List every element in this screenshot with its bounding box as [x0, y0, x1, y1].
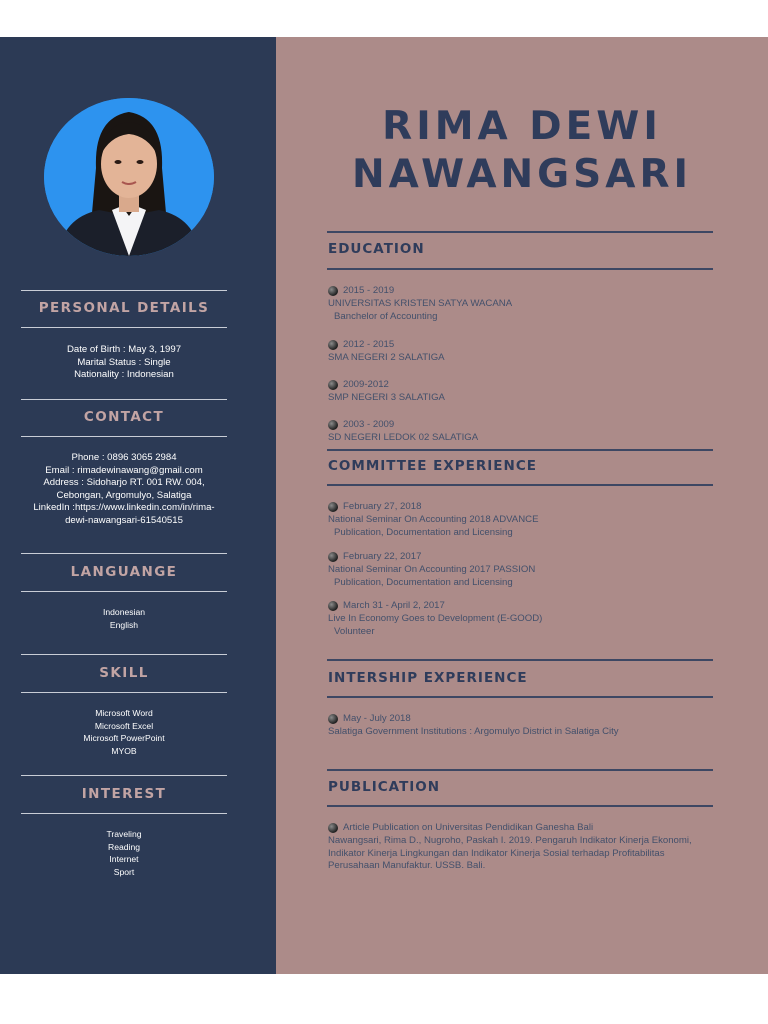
skill-item: MYOB [111, 745, 137, 756]
resume-page [0, 37, 768, 974]
skill-item: Microsoft PowerPoint [83, 733, 165, 744]
committee-date: February 22, 2017 [343, 551, 422, 562]
divider [21, 553, 227, 554]
language-list [14, 606, 234, 631]
education-date: 2003 - 2009 [343, 419, 395, 430]
divider [21, 775, 227, 776]
committee-heading: COMMITTEE EXPERIENCE [328, 458, 537, 474]
marital-status: Marital Status : Single [77, 356, 171, 368]
committee-event: National Seminar On Accounting 2018 ADVANCE [328, 514, 539, 526]
divider [21, 692, 227, 693]
profile-photo [44, 98, 214, 256]
divider [327, 805, 713, 807]
contact-heading: CONTACT [83, 409, 165, 425]
education-degree: Banchelor of Accounting [334, 311, 438, 323]
bullet-icon [328, 823, 338, 833]
bullet-icon [328, 601, 338, 611]
address-line-2: Cebongan, Argomulyo, Salatiga [56, 489, 192, 501]
publication-heading: PUBLICATION [328, 779, 441, 795]
divider [327, 484, 713, 486]
divider [21, 654, 227, 655]
education-school: SD NEGERI LEDOK 02 SALATIGA [328, 432, 479, 444]
nationality: Nationality : Indonesian [74, 369, 174, 381]
committee-event: National Seminar On Accounting 2017 PASSION [328, 564, 536, 576]
bullet-icon [328, 286, 338, 296]
education-school: SMA NEGERI 2 SALATIGA [328, 352, 445, 364]
education-item [328, 418, 708, 444]
email: Email : rimadewinawang@gmail.com [45, 464, 203, 476]
divider [21, 436, 227, 437]
publication-citation: Nawangsari, Rima D., Nugroho, Paskah I. 2019. Pengaruh Indikator Kinerja Ekonomi, Indikator Kinerja Lingkungan dan Indikator Kinerja Sosial terhadap Profitabilitas Perusahaan Manufaktur. USSB. Bali. [328, 834, 692, 872]
divider [21, 813, 227, 814]
publication-title: Article Publication on Universitas Pendidikan Ganesha Bali [343, 822, 594, 833]
interest-item: Sport [113, 866, 135, 877]
interest-item: Traveling [106, 829, 142, 839]
bullet-icon [328, 420, 338, 430]
skill-item: Microsoft Excel [94, 720, 154, 731]
bullet-icon [328, 552, 338, 562]
bullet-icon [328, 714, 338, 724]
language-item: English [109, 619, 139, 630]
skill-list [14, 707, 234, 757]
internship-item [328, 712, 708, 738]
bullet-icon [328, 340, 338, 350]
linkedin-line-1: LinkedIn :https://www.linkedin.com/in/rima- [33, 502, 215, 514]
divider [21, 327, 227, 328]
personal-details-text [14, 344, 234, 382]
name-line-1: RIMA DEWI [382, 104, 662, 149]
name-line-2: NAWANGSARI [352, 152, 692, 197]
education-date: 2012 - 2015 [343, 339, 395, 350]
education-school: SMP NEGERI 3 SALATIGA [328, 392, 445, 404]
education-heading: EDUCATION [328, 241, 425, 257]
language-heading: LANGUANGE [70, 564, 178, 580]
language-item: Indonesian [102, 607, 146, 617]
education-item [328, 284, 708, 324]
committee-item [328, 599, 708, 639]
education-item [328, 378, 708, 404]
education-date: 2009-2012 [343, 379, 389, 390]
skill-heading: SKILL [99, 665, 149, 681]
address-line-1: Address : Sidoharjo RT. 001 RW. 004, [43, 477, 205, 489]
divider [327, 659, 713, 661]
phone: Phone : 0896 3065 2984 [71, 452, 177, 463]
committee-role: Publication, Documentation and Licensing [334, 577, 513, 589]
divider [327, 231, 713, 233]
internship-heading: INTERSHIP EXPERIENCE [328, 670, 528, 686]
linkedin-line-2: dewi-nawangsari-61540515 [65, 514, 183, 526]
publication-item [328, 822, 704, 873]
education-school: UNIVERSITAS KRISTEN SATYA WACANA [328, 298, 513, 310]
committee-event: Live In Economy Goes to Development (E-GOOD) [328, 613, 543, 625]
divider [327, 696, 713, 698]
bullet-icon [328, 502, 338, 512]
divider [21, 290, 227, 291]
committee-item [328, 500, 708, 540]
bullet-icon [328, 380, 338, 390]
divider [327, 769, 713, 771]
divider [327, 449, 713, 451]
date-of-birth: Date of Birth : May 3, 1997 [66, 344, 182, 355]
interest-item: Internet [109, 854, 139, 865]
committee-date: March 31 - April 2, 2017 [343, 600, 445, 611]
contact-text [14, 452, 234, 528]
personal-details-heading: PERSONAL DETAILS [38, 300, 210, 316]
main-content [276, 37, 768, 974]
divider [21, 399, 227, 400]
skill-item: Microsoft Word [95, 708, 153, 718]
education-date: 2015 - 2019 [343, 285, 395, 296]
interest-item: Reading [107, 841, 140, 852]
divider [21, 591, 227, 592]
committee-item [328, 550, 708, 590]
sidebar [0, 37, 276, 974]
internship-date: May - July 2018 [343, 713, 411, 724]
interest-heading: INTEREST [81, 786, 167, 802]
divider [327, 268, 713, 270]
committee-role: Publication, Documentation and Licensing [334, 527, 513, 539]
committee-date: February 27, 2018 [343, 501, 422, 512]
interest-list [14, 828, 234, 878]
committee-role: Volunteer [334, 626, 375, 638]
internship-place: Salatiga Government Institutions : Argomulyo District in Salatiga City [328, 726, 619, 738]
education-item [328, 338, 708, 364]
